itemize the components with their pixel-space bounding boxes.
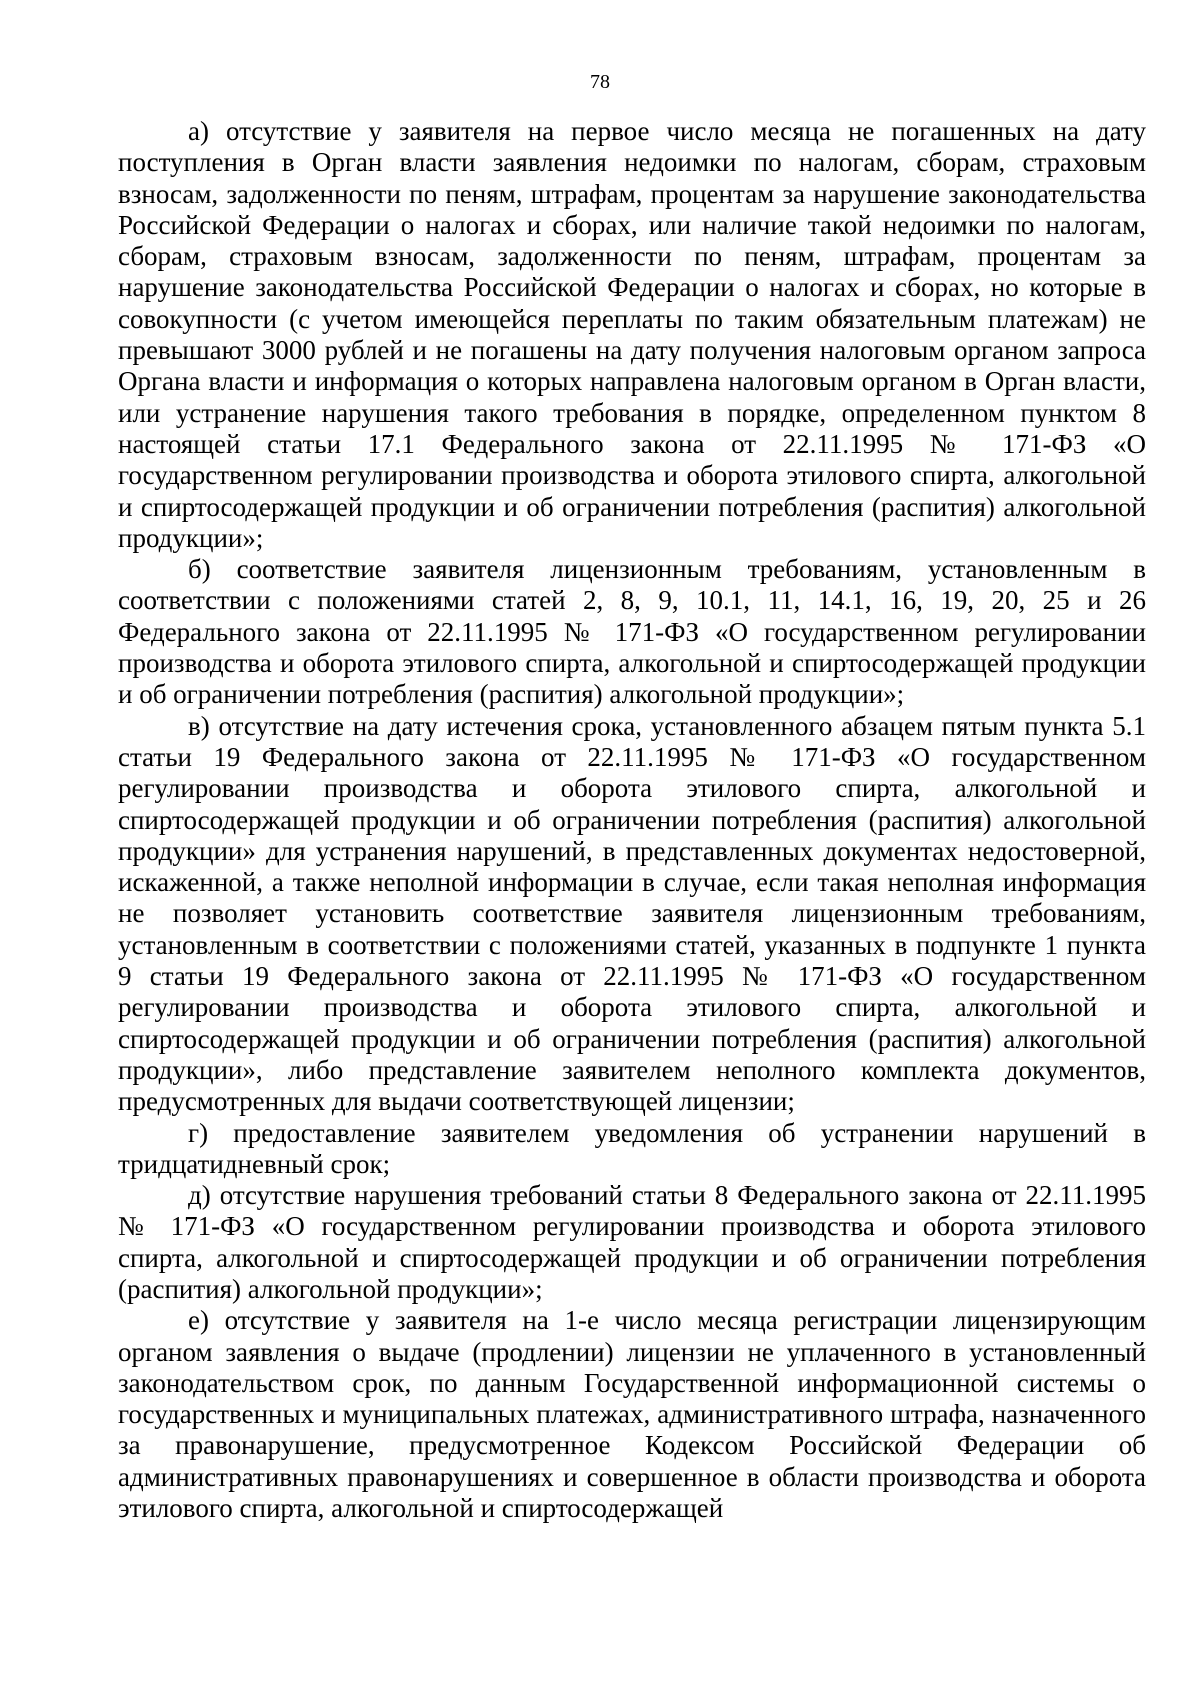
paragraph-a: а) отсутствие у заявителя на первое число месяца не погашенных на дату поступления в Орган власти заявления недоимки по налогам, сборам, страховым взносам, задолженности по пеням, штрафам, процентам за нарушение законодательства Российской Федерации о налогах и сборах, или наличие такой недоимки по налогам, сборам, страховым взносам, задолженности по пеням, штрафам, процентам за нарушение законодательства Российской Федерации о налогах и сборах, но которые в совокупности (с учетом имеющейся переплаты по таким обязательным платежам) не превышают 3000 рублей и не погашены на дату получения налоговым органом запроса Органа власти и информация о которых направлена налоговым органом в Орган власти, или устранение нарушения такого требования в порядке, определенном пунктом 8 настоящей статьи 17.1 Федерального закона от 22.11.1995 № 171-ФЗ «О государственном регулировании производства и оборота этилового спирта, алкогольной и спиртосодержащей продукции и об ограничении потребления (распития) алкогольной продукции»; (118, 116, 1146, 553)
document-body (118, 116, 1146, 1524)
paragraph-v: в) отсутствие на дату истечения срока, установленного абзацем пятым пункта 5.1 статьи 19 Федерального закона от 22.11.1995 № 171-ФЗ «О государственном регулировании производства и оборота этилового спирта, алкогольной и спиртосодержащей продукции и об ограничении потребления (распития) алкогольной продукции» для устранения нарушений, в представленных документах недостоверной, искаженной, а также неполной информации в случае, если такая неполная информация не позволяет установить соответствие заявителя лицензионным требованиям, установленным в соответствии с положениями статей, указанных в подпункте 1 пункта 9 статьи 19 Федерального закона от 22.11.1995 № 171-ФЗ «О государственном регулировании производства и оборота этилового спирта, алкогольной и спиртосодержащей продукции и об ограничении потребления (распития) алкогольной продукции», либо представление заявителем неполного комплекта документов, предусмотренных для выдачи соответствующей лицензии; (118, 710, 1146, 1117)
paragraph-d: д) отсутствие нарушения требований статьи 8 Федерального закона от 22.11.1995 № 171-ФЗ «О государственном регулировании производства и оборота этилового спирта, алкогольной и спиртосодержащей продукции и об ограничении потребления (распития) алкогольной продукции»; (118, 1180, 1146, 1304)
paragraph-g: г) предоставление заявителем уведомления об устранении нарушений в тридцатидневный срок; (118, 1117, 1146, 1179)
paragraph-b: б) соответствие заявителя лицензионным требованиям, установленным в соответствии с положениями статей 2, 8, 9, 10.1, 11, 14.1, 16, 19, 20, 25 и 26 Федерального закона от 22.11.1995 № 171-ФЗ «О государственном регулировании производства и оборота этилового спирта, алкогольной и спиртосодержащей продукции и об ограничении потребления (распития) алкогольной продукции»; (118, 554, 1146, 710)
paragraph-e: е) отсутствие у заявителя на 1-е число месяца регистрации лицензирующим органом заявления о выдаче (продлении) лицензии не уплаченного в установленный законодательством срок, по данным Государственной информационной системы о государственных и муниципальных платежах, административного штрафа, назначенного за правонарушение, предусмотренное Кодексом Российской Федерации об административных правонарушениях и совершенное в области производства и оборота этилового спирта, алкогольной и спиртосодержащей (118, 1305, 1146, 1524)
page-number: 78 (590, 71, 610, 93)
